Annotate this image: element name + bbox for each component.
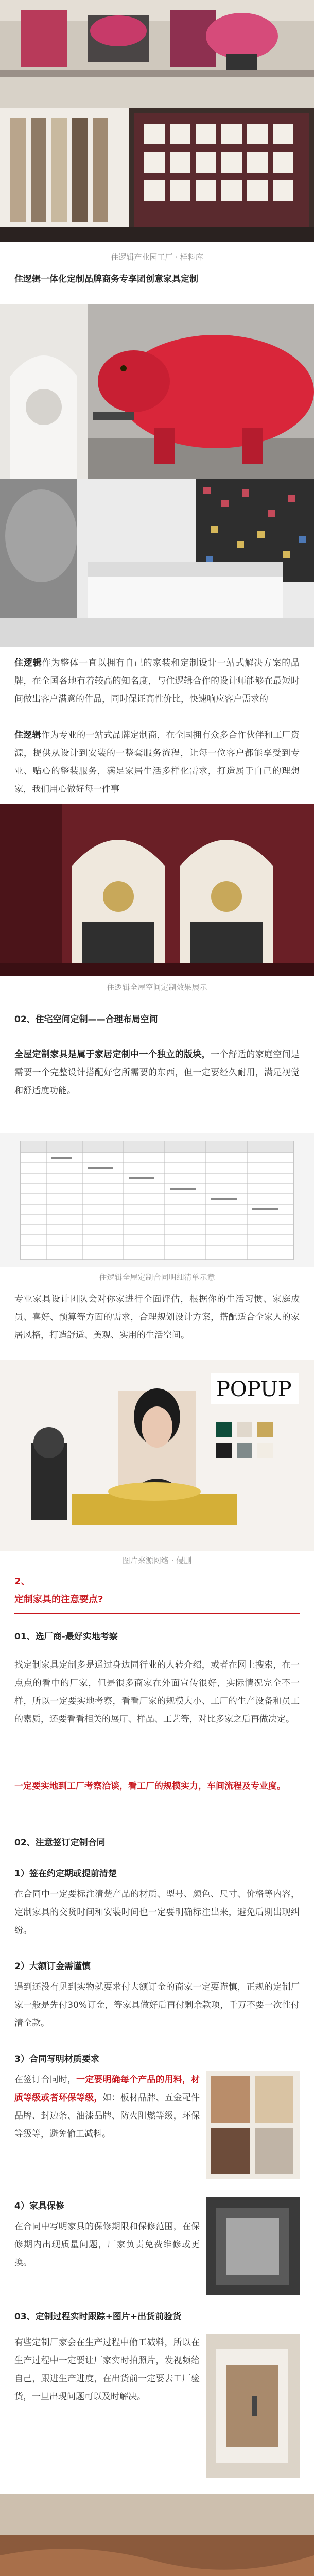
s02-item1-body: 在合同中一定要标注清楚产品的材质、型号、颜色、尺寸、价格等内容，定制家具的交货时间和安装时间也一定要明确标注出来，避免后期出现纠纷。 — [14, 1889, 300, 1936]
salon-chair-illustration — [0, 0, 314, 77]
warning-title: 定制家具的注意要点? — [14, 1594, 103, 1605]
factory-caption: 住逻辑产业园工厂 · 样料库 — [111, 252, 203, 262]
s02-item2-title: 2）大额订金需谨慎 — [14, 1961, 91, 1972]
contract-table-photo — [0, 1133, 314, 1267]
s02-item4-title: 4）家具保修 — [14, 2201, 64, 2211]
s02-item3-body — [14, 2071, 200, 2143]
warranty-photo — [206, 2197, 300, 2295]
bedroom-photo — [0, 479, 314, 647]
s03-body: 有些定制厂家会在生产过程中偷工减料，所以在生产过程中一定要让厂家实时拍照片，发视频给自己，跟进生产进度，在出货前一定要去工厂验货，一旦出现问题可以及时解决。 — [14, 2337, 200, 2402]
section2-paragraph-1 — [14, 1046, 300, 1100]
svg-text:POPUP: POPUP — [216, 1378, 292, 1401]
s02-item2-body: 遇到还没有见到实物就要求付大额订金的商家一定要谨慎，正规的定制厂家一般是先付30%订金，等家具做好后再付剩余款项，千万不要一次性付清全款。 — [14, 1982, 300, 2028]
red-hippo-photo — [0, 304, 314, 479]
cabinet-sample-illustration — [206, 2071, 300, 2179]
s01-highlight: 一定要实地到工厂考察洽谈，看工厂的规模实力，车间流程及专业度。 — [14, 1781, 286, 1791]
s02-item3-tail: 如：板材品牌、五金配件品牌、封边条、油漆品牌、防火阻燃等级，环保等级等，避免偷工减料。 — [14, 2093, 200, 2139]
intro-body-2: 作为专业的一站式品牌定制商，在全国拥有众多合作伙伴和工厂资源，提供从设计到安装的一整套服务流程，让每一位客户都能享受到专业、贴心的整装服务，满足家居生活多样化需求，打造属于自己的理想家，我们用心做好每一件事 — [14, 730, 300, 794]
intro-paragraph-1 — [14, 654, 300, 708]
cabinet-sample-photo — [206, 2071, 300, 2179]
red-hippo-illustration — [0, 304, 314, 479]
inspection-illustration — [206, 2334, 300, 2478]
s02-item3-title: 3）合同写明材质要求 — [14, 2054, 99, 2064]
s02-item3-red: 一定要明确每个产品的用料，材质等级或者环保等级， — [14, 2075, 200, 2103]
section2-bold: 全屋定制家具是属于家居定制中一个独立的版块， — [14, 1049, 211, 1060]
s02-item3-intro: 在签订合同时， — [14, 2075, 77, 2085]
section2-body: 一个舒适的家庭空间是需要一个完整设计搭配好它所需要的东西，但一定要经久耐用，满足视觉和舒适度功能。 — [14, 1049, 300, 1096]
intro-body: 作为整体一直以拥有自己的家装和定制设计一站式解决方案的品牌，在全国各地有着较高的知名度，与住逻辑合作的设计师能够在最短时间做出客户满意的作品，同时保证高性价比，快速响应客户需求的 — [14, 658, 300, 704]
intro-brand: 住逻辑 — [14, 658, 42, 668]
section2-title: 02、住宅空间定制——合理布局空间 — [14, 1014, 158, 1025]
arch-interior-illustration — [0, 804, 314, 976]
s03-title: 03、定制过程实时跟踪+图片+出货前验货 — [14, 2312, 182, 2322]
bedroom-illustration — [0, 479, 314, 647]
decor-photo — [0, 1360, 314, 1551]
s01-body: 找定制家具定制多是通过身边同行业的人转介绍，或者在网上搜索，在一点点的看中的厂家，但是很多商家在外面宣传很好，实际情况完全不一样，所以一定要实地考察，看看厂家的规模大小、工厂的生产设备和员工的素质，还要看看相关的展厅、样品、工艺等，对比多家之后再做决定。 — [14, 1660, 300, 1724]
s02-title: 02、注意签订定制合同 — [14, 1838, 106, 1848]
factory-sample-photo — [0, 77, 314, 242]
factory-library-illustration — [0, 77, 314, 242]
inspection-photo — [206, 2334, 300, 2478]
decor-caption: 图片来源网络 · 侵删 — [122, 1556, 192, 1565]
space-caption: 住逻辑全屋空间定制效果展示 — [107, 982, 207, 992]
s02-item4-body: 在合同中写明家具的保修期限和保修范围，在保修期内出现质量问题，厂家负责免费维修或更换。 — [14, 2222, 200, 2268]
s01-title: 01、选厂商-最好实地考察 — [14, 1632, 118, 1642]
intro-brand-2: 住逻辑 — [14, 730, 41, 740]
decor-illustration — [0, 1360, 314, 1551]
wood-closeup-illustration — [0, 2494, 314, 2576]
table-caption: 住逻辑全屋定制合同明细清单示意 — [99, 1273, 215, 1282]
wood-closeup-photo — [0, 2494, 314, 2576]
warning-number: 2、 — [14, 1576, 30, 1587]
arch-interior-photo — [0, 804, 314, 976]
s02-item1-title: 1）签在约定期或提前清楚 — [14, 1869, 117, 1879]
contract-table-illustration — [0, 1133, 314, 1267]
salon-chair-photo — [0, 0, 314, 77]
intro-lead-text: 住逻辑一体化定制品牌商务专享团创意家具定制 — [14, 274, 198, 284]
section2-paragraph-2: 专业家具设计团队会对你家进行全面评估，根据你的生活习惯、家庭成员、喜好、预算等方面的需求，合理规划设计方案，搭配适合全家人的家居风格，打造舒适、美观、实用的生活空间。 — [14, 1294, 300, 1341]
intro-paragraph-2 — [14, 726, 300, 799]
warranty-illustration — [206, 2197, 300, 2295]
intro-lead — [14, 270, 300, 289]
warning-divider — [14, 1613, 300, 1614]
